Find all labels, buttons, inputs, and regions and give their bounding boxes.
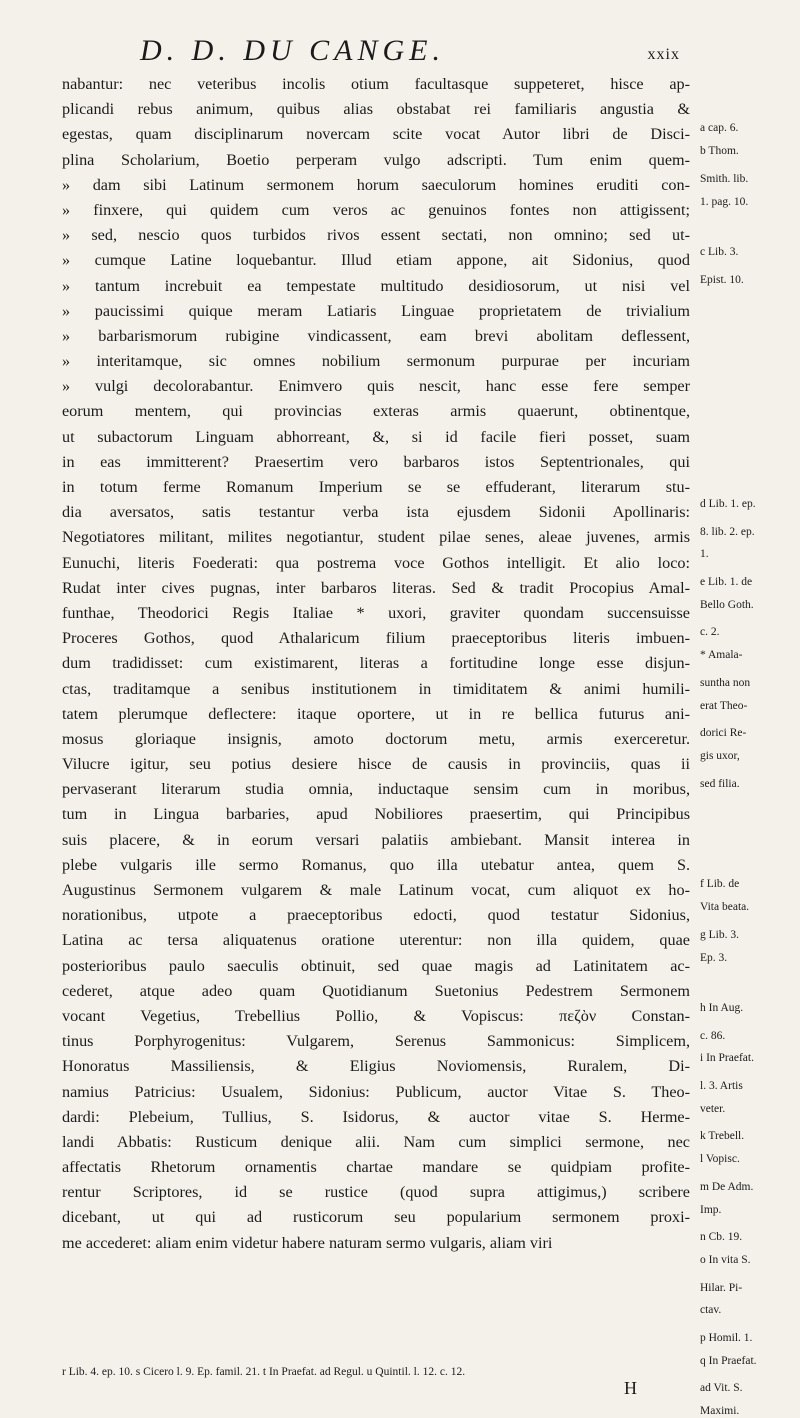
margin-note: p Homil. 1. [700, 1332, 753, 1344]
margin-note: Bello Goth. [700, 598, 754, 611]
footnotes: r Lib. 4. ep. 10. s Cicero l. 9. Ep. famil. 21. t In Praefat. ad Regul. u Quintil. l. 12. c. 12. [62, 1366, 466, 1378]
margin-note: Epist. 10. [700, 273, 744, 286]
margin-note: Imp. [700, 1203, 722, 1216]
text-line: ctas, traditamque a senibus institutionem in timiditatem & animi humili- [62, 679, 690, 698]
text-line: rentur Scriptores, id se rustice (quod supra attigimus,) scribere [62, 1183, 690, 1202]
margin-note: 1. pag. 10. [700, 195, 749, 208]
margin-note: b Thom. [700, 145, 739, 158]
margin-note: Ep. 3. [700, 951, 728, 964]
margin-note: q In Praefat. [700, 1354, 757, 1367]
text-line: » interitamque, sic omnes nobilium sermonum purpurae per incuriam [62, 352, 690, 371]
text-line: posterioribus paulo saeculis obtinuit, sed quae magis ad Latinitatem ac- [62, 956, 690, 975]
margin-note: ad Vit. S. [700, 1382, 743, 1395]
text-line: norationibus, utpote a praeceptoribus edocti, quod testatur Sidonius, [62, 906, 690, 925]
text-line: eorum mentem, qui provincias exteras armis quaerunt, obtinentque, [62, 402, 690, 421]
margin-note: g Lib. 3. [700, 928, 739, 941]
margin-note: Vita beata. [700, 901, 750, 914]
text-line: tum in Lingua barbaries, apud Nobiliores praesertim, qui Principibus [62, 805, 690, 824]
margin-note: l Vopisc. [700, 1153, 740, 1166]
text-line: ut subactorum Linguam abhorreant, &, si id facile fieri posset, suam [62, 427, 690, 446]
margin-note: dorici Re- [700, 727, 747, 740]
margin-note: n Cb. 19. [700, 1231, 743, 1244]
text-line: tinus Porphyrogenitus: Vulgarem, Serenus Sammonicus: Simplicem, [62, 1032, 690, 1051]
margin-note: gis uxor, [700, 749, 740, 762]
margin-note: f Lib. de [700, 878, 740, 891]
text-line: namius Patricius: Usualem, Sidonius: Publicum, auctor Vitae S. Theo- [62, 1082, 690, 1101]
margin-note: l. 3. Artis [700, 1080, 743, 1092]
text-line: Proceres Gothos, quod Athalaricum filium praeceptoribus literis imbuen- [62, 629, 690, 648]
text-line: » finxere, qui quidem cum veros ac genuinos fontes non attigissent; [62, 200, 690, 219]
running-title: D. D. DU CANGE. [140, 34, 445, 67]
margin-note: c. 2. [700, 626, 720, 639]
text-line: egestas, quam disciplinarum novercam scite vocat Autor libri de Disci- [62, 125, 690, 144]
text-line: dardi: Plebeium, Tullius, S. Isidorus, & auctor vitae S. Herme- [62, 1107, 690, 1126]
text-line: Negotiatores militant, milites negotiantur, student pilae senes, aleae juvenes, armis [62, 528, 690, 547]
text-line: mosus gloriaque insignis, amoto doctorum metu, armis exerceretur. [62, 729, 690, 748]
text-line: cederet, atque adeo quam Quotidianum Suetonius Pedestrem Sermonem [62, 981, 690, 1000]
text-line: » dam sibi Latinum sermonem horum saeculorum homines eruditi con- [62, 175, 690, 194]
text-line: » tantum increbuit ea tempestate multitudo desidiosorum, ut nisi vel [62, 276, 690, 295]
text-line: plicandi rebus animum, quibus alias obstabat rei familiaris angustia & [62, 100, 690, 119]
margin-note: o In vita S. [700, 1253, 751, 1266]
text-line: Rudat inter cives pugnas, inter barbaros literas. Sed & tradit Procopius Amal- [62, 578, 690, 597]
text-line: landi Abbatis: Rusticum denique alii. Nam cum simplici sermone, nec [62, 1132, 690, 1151]
text-line: vocant Vegetius, Trebellius Pollio, & Vopiscus: πεζὸν Constan- [62, 1006, 690, 1025]
text-line: dum tradidisset: cum existimarent, literas a fortitudine longe esse disjun- [62, 654, 690, 673]
text-line: dia aversatos, satis testantur verba ista ejusdem Sidonii Apollinaris: [62, 503, 690, 522]
text-line: » barbarismorum rubigine vindicassent, eam brevi abolitam deflessent, [62, 326, 690, 345]
text-line: » cumque Latine loquebantur. Illud etiam appone, ait Sidonius, quod [62, 251, 690, 270]
margin-note: h In Aug. [700, 1001, 744, 1014]
text-line: me accederet: aliam enim videtur habere naturam sermo vulgaris, aliam viri [62, 1233, 553, 1252]
text-line: suis placere, & in eorum versari palatiis ambiebant. Mansit interea in [62, 830, 690, 849]
margin-note: m De Adm. [700, 1180, 754, 1193]
margin-note: e Lib. 1. de [700, 576, 753, 588]
margin-note: 1. [700, 548, 709, 561]
text-line: Honoratus Massiliensis, & Eligius Noviomensis, Ruralem, Di- [62, 1057, 690, 1076]
margin-note: Maximi. [700, 1405, 740, 1418]
text-line: Vilucre igitur, seu potius desiere hisce de causis in provinciis, quas ii [62, 755, 690, 774]
signature-mark: H [624, 1378, 637, 1398]
text-line: nabantur: nec veteribus incolis otium facultasque suppeteret, hisce ap- [62, 75, 690, 93]
margin-note: suntha non [700, 676, 751, 689]
text-line: Augustinus Sermonem vulgarem & male Latinum vocat, cum aliquot ex ho- [62, 881, 690, 899]
margin-note: ctav. [700, 1304, 722, 1317]
margin-note: c. 86. [700, 1029, 726, 1042]
main-text-column [62, 72, 690, 1256]
margin-note: i In Praefat. [700, 1052, 754, 1065]
margin-note: veter. [700, 1102, 726, 1115]
margin-note: Hilar. Pi- [700, 1281, 743, 1294]
text-line: Eunuchi, literis Foederati: qua postrema voce Gothos intelligit. Et alio loco: [62, 553, 690, 572]
text-line: plebe vulgaris ille sermo Romanus, quo illa utebatur antea, quem S. [62, 855, 690, 874]
margin-note: erat Theo- [700, 699, 748, 712]
text-line: in eas immitterent? Praesertim vero barbaros istos Septentrionales, qui [62, 452, 690, 471]
text-line: tatem plerumque deflectere: itaque oportere, ut in re bellica futurus ani- [62, 704, 690, 723]
text-line: » sed, nescio quos turbidos rivos essent sectati, non omnino; sed ut- [62, 226, 690, 245]
text-line: in totum ferme Romanum Imperium se se effuderant, literarum stu- [62, 478, 690, 496]
margin-note: sed filia. [700, 777, 740, 790]
text-line: » paucissimi quique meram Latiaris Linguae proprietatem de trivialium [62, 301, 690, 320]
text-line: Latina ac tersa aliquatenus oratione uterentur: non illa quidem, quae [62, 931, 690, 950]
text-line: affectatis Rhetorum ornamentis chartae mandare se quidpiam profite- [62, 1158, 690, 1177]
text-line: pervaserant literarum studia omnia, inductaque sensim cum in moribus, [62, 780, 690, 799]
text-line: » vulgi decolorabantur. Enimvero quis nescit, hanc esse fere semper [62, 377, 690, 396]
text-line: plina Scholarium, Boetio perperam vulgo adscripti. Tum enim quem- [62, 150, 690, 169]
margin-note: Smith. lib. [700, 172, 749, 185]
running-header [140, 34, 680, 68]
margin-note: d Lib. 1. ep. [700, 497, 756, 510]
text-line: funthae, Theodorici Regis Italiae * uxori, graviter quondam succensuisse [62, 603, 690, 622]
margin-note: * Amala- [700, 649, 743, 662]
margin-note: a cap. 6. [700, 122, 739, 135]
page-number: xxix [647, 46, 680, 63]
margin-note: c Lib. 3. [700, 245, 739, 258]
margin-note: 8. lib. 2. ep. [700, 525, 755, 538]
margin-note: k Trebell. [700, 1130, 745, 1143]
text-line: dicebant, ut qui ad rusticorum seu popularium sermonem proxi- [62, 1208, 690, 1227]
